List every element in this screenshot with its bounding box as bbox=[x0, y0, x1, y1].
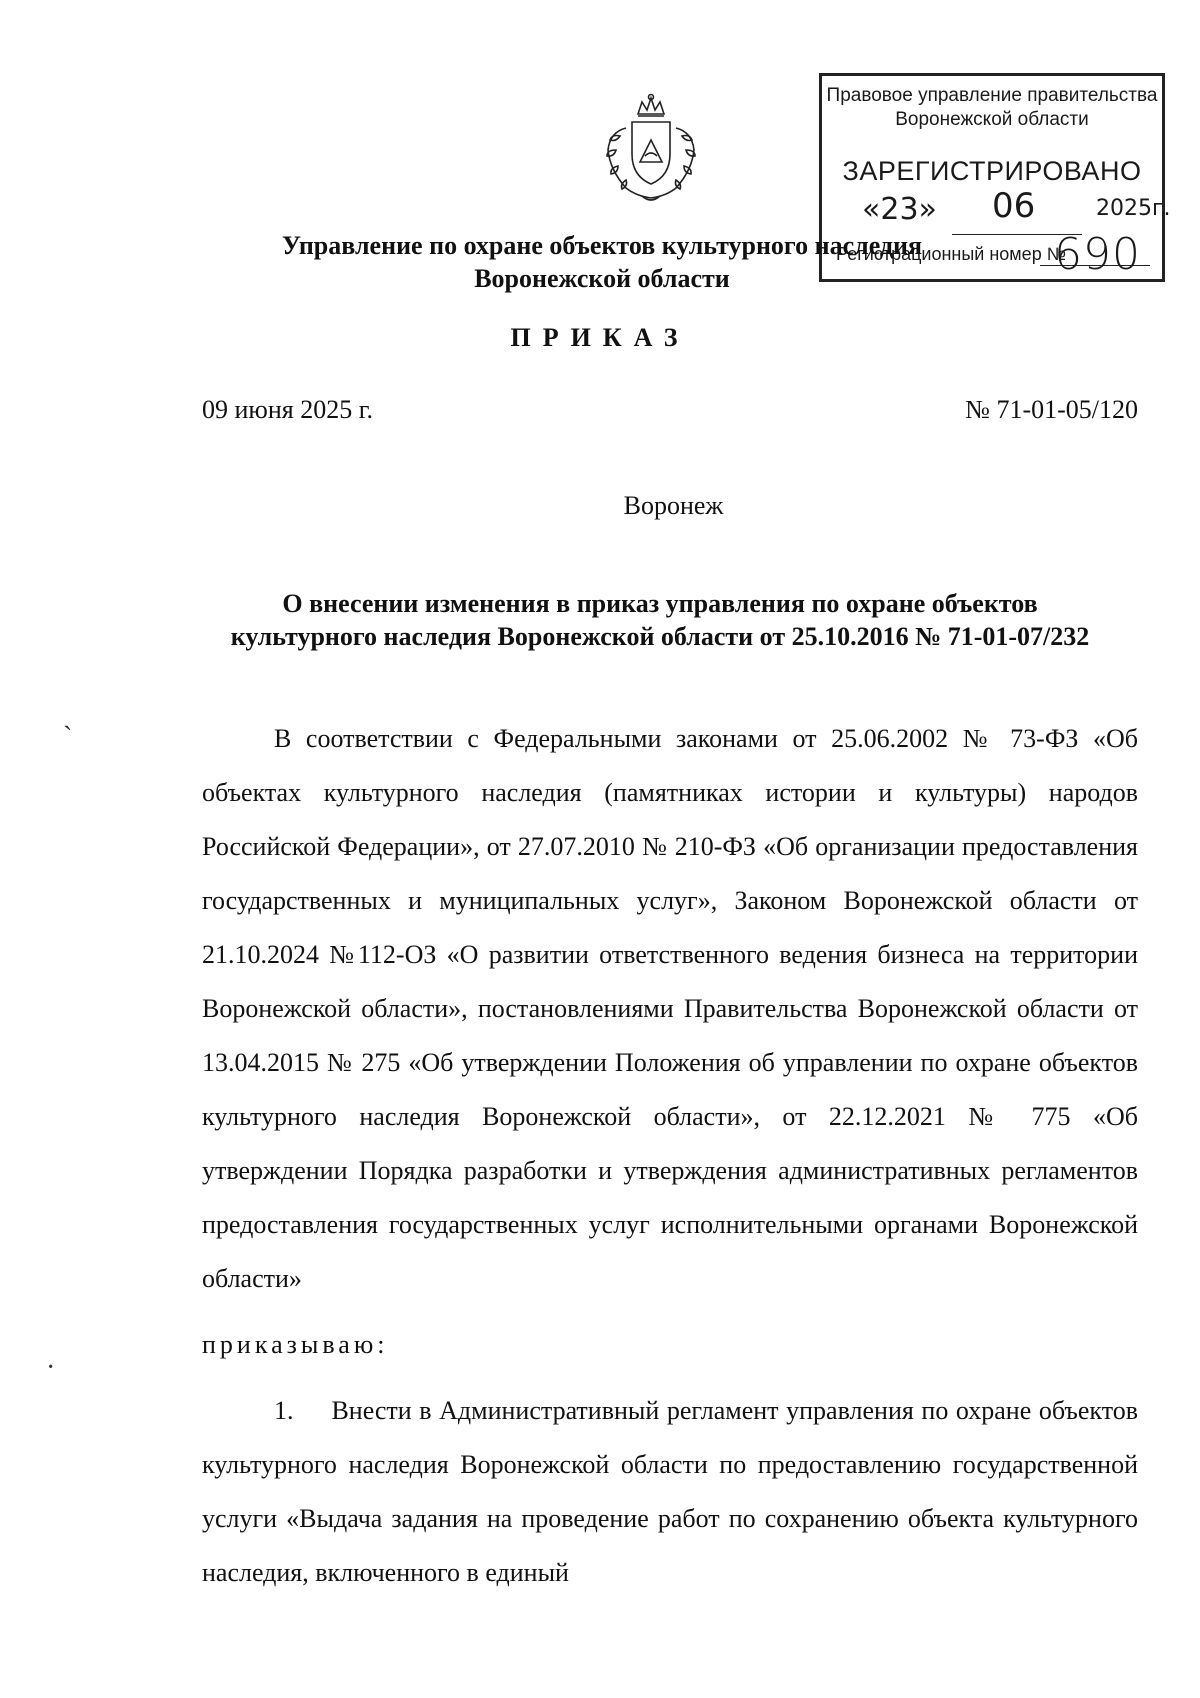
stamp-org-line1: Правовое управление правительства bbox=[826, 85, 1158, 106]
organization-line2: Воронежской области bbox=[474, 264, 730, 293]
organization-name bbox=[200, 229, 1004, 295]
scan-mark: · bbox=[46, 1352, 56, 1383]
order-word: приказываю: bbox=[202, 1330, 389, 1359]
coat-of-arms-emblem bbox=[596, 92, 706, 204]
stamp-reg-number: 690 bbox=[1054, 229, 1141, 280]
order-item-1-number: 1. bbox=[274, 1396, 294, 1425]
document-date: 09 июня 2025 г. bbox=[202, 395, 373, 424]
stamp-reg-number-label: Регистрационный номер № bbox=[836, 244, 1067, 264]
preamble-paragraph: В соответствии с Федеральными законами от 25.06.2002 № 73-ФЗ «Об объектах культурного наследия (памятниках истории и культуры) народов Российской Федерации», от 27.07.2010 № 210-ФЗ «Об организации предоставления государственных и муниципальных услуг», Законом Воронежской области от 21.10.2024 №112-ОЗ «О развитии ответственного ведения бизнеса на территории Воронежской области», постановлениями Правительства Воронежской области от 13.04.2015 № 275 «Об утверждении Положения об управлении по охране объектов культурного наследия Воронежской области», от 22.12.2021 № 775 «Об утверждении Порядка разработки и утверждения административных регламентов предоставления государственных услуг исполнительными органами Воронежской области» bbox=[202, 724, 1138, 1293]
stamp-organization bbox=[822, 84, 1162, 132]
document-subject bbox=[160, 587, 1160, 653]
stamp-date-year: 2025г. bbox=[1096, 196, 1171, 221]
scan-mark: ˏ bbox=[63, 700, 73, 731]
order-item-1-text: Внести в Административный регламент управления по охране объектов культурного наследия Воронежской области по предоставлению государственной услуги «Выдача задания на проведение работ по сохранению объекта культурного наследия, включенного в единый bbox=[202, 1396, 1138, 1587]
document-number: № 71-01-05/120 bbox=[965, 395, 1138, 424]
stamp-registered-label: ЗАРЕГИСТРИРОВАНО bbox=[842, 156, 1142, 186]
stamp-date-day: «23» bbox=[862, 192, 937, 227]
stamp-date-month: 06 bbox=[992, 186, 1036, 226]
organization-line1: Управление по охране объектов культурного наследия bbox=[281, 231, 923, 260]
document-type-title: ПРИКАЗ bbox=[510, 323, 690, 352]
stamp-org-line2: Воронежской области bbox=[895, 109, 1089, 130]
subject-line1: О внесении изменения в приказ управления по охране объектов bbox=[282, 589, 1038, 618]
order-item-1 bbox=[202, 1384, 1138, 1600]
document-city: Воронеж bbox=[623, 491, 724, 520]
subject-line2: культурного наследия Воронежской области от 25.10.2016 № 71-01-07/232 bbox=[230, 622, 1090, 651]
